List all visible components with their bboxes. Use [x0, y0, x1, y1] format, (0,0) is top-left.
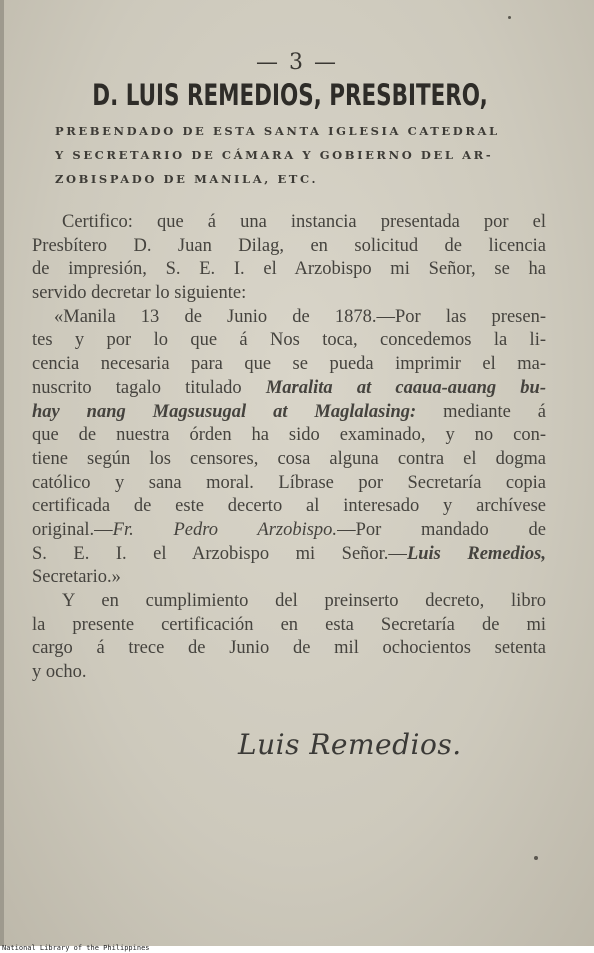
body-line: «Manila 13 de Junio de 1878.—Por las presen-	[54, 306, 546, 327]
body-line: la presente certificación en esta Secretaría de mi	[32, 614, 546, 635]
ink-spot	[534, 856, 538, 860]
body-line: servido decretar lo siguiente:	[32, 283, 247, 304]
body-line: católico y sana moral. Líbrase por Secretaría copia	[32, 472, 546, 493]
page-edge	[0, 0, 4, 946]
body-line	[32, 377, 546, 401]
certificate-body	[32, 211, 546, 685]
body-line: Presbítero D. Juan Dilag, en solicitud de licencia	[32, 235, 546, 256]
body-line	[32, 401, 546, 425]
ink-spot	[508, 16, 511, 19]
body-line: cencia necesaria para que se pueda imprimir el ma-	[32, 354, 546, 375]
body-text: mediante á	[443, 401, 546, 422]
body-line: certificada de este decerto al interesado y archívese	[32, 496, 546, 517]
body-line: tes y por lo que á Nos toca, concedemos la li-	[32, 330, 546, 351]
book-title: hay nang Magsusugal at Maglalasing:	[32, 401, 417, 422]
book-title: Maralita at caaua-auang bu-	[265, 377, 546, 398]
subtitle-line-2: Y SECRETARIO DE CÁMARA Y GOBIERNO DEL AR-	[55, 148, 494, 162]
body-line: Secretario.»	[32, 567, 121, 588]
body-text: original.—	[32, 519, 113, 540]
body-line: de impresión, S. E. I. el Arzobispo mi Señor, se ha	[32, 259, 546, 280]
body-line: y ocho.	[32, 662, 87, 683]
library-footer: National Library of the Philippines	[2, 944, 150, 952]
body-line: cargo á trece de Junio de mil ochocientos setenta	[32, 638, 546, 659]
body-line: Y en cumplimiento del preinserto decreto, libro	[62, 591, 546, 611]
body-text: S. E. I. el Arzobispo mi Señor.—	[32, 543, 407, 564]
body-text: —Por mandado de	[337, 519, 546, 540]
page-number: — 3 —	[256, 50, 338, 75]
signatory-name: Luis Remedios,	[406, 543, 547, 564]
body-line	[32, 543, 546, 567]
body-line: que de nuestra órden ha sido examinado, y no con-	[32, 425, 546, 446]
page-title: D. LUIS REMEDIOS, PRESBITERO,	[92, 78, 488, 112]
body-text: nuscrito tagalo titulado	[32, 377, 242, 398]
handwritten-signature: Luis Remedios.	[238, 728, 462, 761]
body-line	[32, 519, 546, 543]
body-line: Certifico: que á una instancia presentada por el	[62, 212, 546, 232]
signatory-name: Fr. Pedro Arzobispo.	[112, 519, 338, 540]
subtitle-line-3: ZOBISPADO DE MANILA, ETC.	[55, 172, 319, 186]
body-line: tiene según los censores, cosa alguna contra el dogma	[32, 448, 546, 469]
subtitle-line-1: PREBENDADO DE ESTA SANTA IGLESIA CATEDRAL	[55, 124, 500, 138]
